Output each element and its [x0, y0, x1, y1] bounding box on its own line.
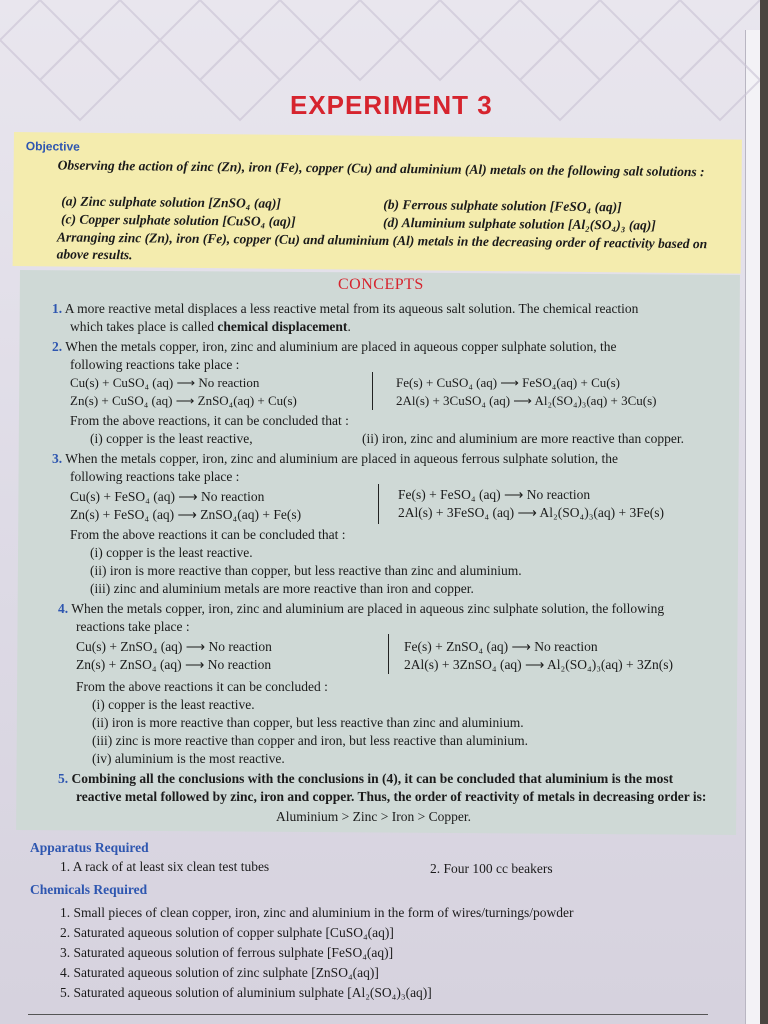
- concept-4: [58, 600, 664, 618]
- concept-4-number: 4.: [58, 601, 69, 616]
- concept-4-reaction-1: Cu(s) + ZnSO₄ (aq) ⟶ No reaction: [76, 639, 272, 654]
- apparatus-item-1: 1. A rack of at least six clean test tubes: [60, 859, 270, 874]
- concept-1: [52, 300, 638, 318]
- chemical-item-1: 1. Small pieces of clean copper, iron, zinc and aluminium in the form of wires/turnings/powder: [60, 905, 574, 920]
- chemical-item-5: 5. Saturated aqueous solution of aluminium sulphate [Al₂(SO₄)₃(aq)]: [60, 985, 432, 1000]
- concept-2-reaction-4: 2Al(s) + 3CuSO₄ (aq) ⟶ Al₂(SO₄)₃(aq) + 3Cu(s): [396, 393, 657, 408]
- concept-3-divider: [378, 484, 379, 524]
- objective-label: Objective: [25, 139, 80, 154]
- concept-3-conclusion-ii: (ii) iron is more reactive than copper, but less reactive than zinc and aluminium.: [90, 563, 522, 578]
- concept-2-reaction-3: Fe(s) + CuSO₄ (aq) ⟶ FeSO₄(aq) + Cu(s): [396, 375, 620, 390]
- concept-4-reaction-4: 2Al(s) + 3ZnSO₄ (aq) ⟶ Al₂(SO₄)₃(aq) + 3Zn(s): [404, 657, 673, 672]
- concept-1-line2-text: which takes place is called: [70, 319, 218, 334]
- concept-3-reaction-3: Fe(s) + FeSO₄ (aq) ⟶ No reaction: [398, 487, 591, 502]
- concept-2-line1: When the metals copper, iron, zinc and aluminium are placed in aqueous copper sulphate solution, the: [65, 339, 617, 354]
- concept-3-conclusion-iii: (iii) zinc and aluminium metals are more reactive than iron and copper.: [90, 581, 474, 596]
- concept-4-conclusion-i: (i) copper is the least reactive.: [92, 697, 255, 712]
- concept-3-line1: When the metals copper, iron, zinc and aluminium are placed in aqueous ferrous sulphate solution, the: [65, 451, 619, 466]
- concept-3-conclusion-i: (i) copper is the least reactive.: [90, 545, 253, 560]
- concept-1-line1: A more reactive metal displaces a less reactive metal from its aqueous salt solution. The chemical reaction: [64, 301, 639, 316]
- concept-2-divider: [372, 372, 373, 410]
- concept-5-line2: reactive metal followed by zinc, iron and copper. Thus, the order of reactivity of metals in decreasing order is:: [76, 789, 707, 804]
- concept-2-line2: following reactions take place :: [70, 357, 240, 372]
- concept-4-divider: [388, 634, 389, 674]
- bottom-rule: [28, 1014, 708, 1015]
- objective-arranging: Arranging zinc (Zn), iron (Fe), copper (Cu) and aluminium (Al) metals in the decreasing order of reactivity based on above results.: [56, 229, 708, 263]
- concept-2-number: 2.: [52, 339, 63, 354]
- concept-2-reaction-1: Cu(s) + CuSO₄ (aq) ⟶ No reaction: [70, 375, 260, 390]
- concept-4-conclusion-iv: (iv) aluminium is the most reactive.: [92, 751, 285, 766]
- objective-box: [13, 132, 742, 274]
- concept-3-line2: following reactions take place :: [70, 469, 240, 484]
- concept-1-number: 1.: [52, 301, 63, 316]
- concept-4-conclude: From the above reactions it can be concluded :: [76, 679, 328, 694]
- concept-3-reaction-1: Cu(s) + FeSO₄ (aq) ⟶ No reaction: [70, 489, 265, 504]
- concept-3-conclude: From the above reactions it can be concluded that :: [70, 527, 346, 542]
- objective-item-a: (a) Zinc sulphate solution [ZnSO₄ (aq)]: [61, 193, 281, 211]
- concept-1-line2: [70, 318, 351, 336]
- concept-5-line1: Combining all the conclusions with the conclusions in (4), it can be concluded that aluminium is the most: [71, 771, 674, 786]
- concept-2-conclusion-i: (i) copper is the least reactive,: [90, 431, 253, 446]
- chemicals-heading: Chemicals Required: [30, 882, 148, 897]
- concept-2: [52, 338, 617, 356]
- apparatus-item-2: 2. Four 100 cc beakers: [430, 861, 553, 876]
- reactivity-order: Aluminium > Zinc > Iron > Copper.: [276, 809, 471, 824]
- concept-4-conclusion-iii: (iii) zinc is more reactive than copper and iron, but less reactive than aluminium.: [92, 733, 528, 748]
- concept-1-period: .: [347, 319, 351, 334]
- objective-item-c: (c) Copper sulphate solution [CuSO₄ (aq)]: [61, 211, 296, 229]
- experiment-title: EXPERIMENT 3: [290, 90, 493, 120]
- concept-5-number: 5.: [58, 771, 69, 786]
- concepts-title: CONCEPTS: [338, 276, 424, 293]
- concept-2-reaction-2: Zn(s) + CuSO₄ (aq) ⟶ ZnSO₄(aq) + Cu(s): [70, 393, 297, 408]
- concept-4-line2: reactions take place :: [76, 619, 190, 634]
- objective-intro: Observing the action of zinc (Zn), iron (Fe), copper (Cu) and aluminium (Al) metals on the following salt solutions :: [57, 157, 705, 180]
- concept-4-reaction-3: Fe(s) + ZnSO₄ (aq) ⟶ No reaction: [404, 639, 598, 654]
- concept-3-number: 3.: [52, 451, 63, 466]
- chemical-item-2: 2. Saturated aqueous solution of copper sulphate [CuSO₄(aq)]: [60, 925, 394, 940]
- concept-4-line1: When the metals copper, iron, zinc and aluminium are placed in aqueous zinc sulphate solution, the following: [71, 601, 665, 616]
- concept-4-reaction-2: Zn(s) + ZnSO₄ (aq) ⟶ No reaction: [76, 657, 272, 672]
- concept-3-reaction-4: 2Al(s) + 3FeSO₄ (aq) ⟶ Al₂(SO₄)₃(aq) + 3Fe(s): [398, 505, 664, 520]
- chemical-item-4: 4. Saturated aqueous solution of zinc sulphate [ZnSO₄(aq)]: [60, 965, 379, 980]
- concept-4-conclusion-ii: (ii) iron is more reactive than copper, but less reactive than zinc and aluminium.: [92, 715, 524, 730]
- concept-3: [52, 450, 618, 468]
- objective-item-b: (b) Ferrous sulphate solution [FeSO₄ (aq)]: [383, 196, 622, 215]
- concept-5: [58, 770, 673, 788]
- chemical-displacement-term: chemical displacement: [217, 319, 348, 334]
- chemical-item-3: 3. Saturated aqueous solution of ferrous sulphate [FeSO₄(aq)]: [60, 945, 394, 960]
- concept-3-reaction-2: Zn(s) + FeSO₄ (aq) ⟶ ZnSO₄(aq) + Fe(s): [70, 507, 302, 522]
- page-edge: [745, 30, 760, 1024]
- apparatus-heading: Apparatus Required: [30, 840, 149, 855]
- concept-2-conclusion-ii: (ii) iron, zinc and aluminium are more reactive than copper.: [362, 431, 684, 446]
- concept-2-conclude: From the above reactions, it can be concluded that :: [70, 413, 349, 428]
- objective-item-d: (d) Aluminium sulphate solution [Al₂(SO₄)₃ (aq)]: [382, 214, 656, 233]
